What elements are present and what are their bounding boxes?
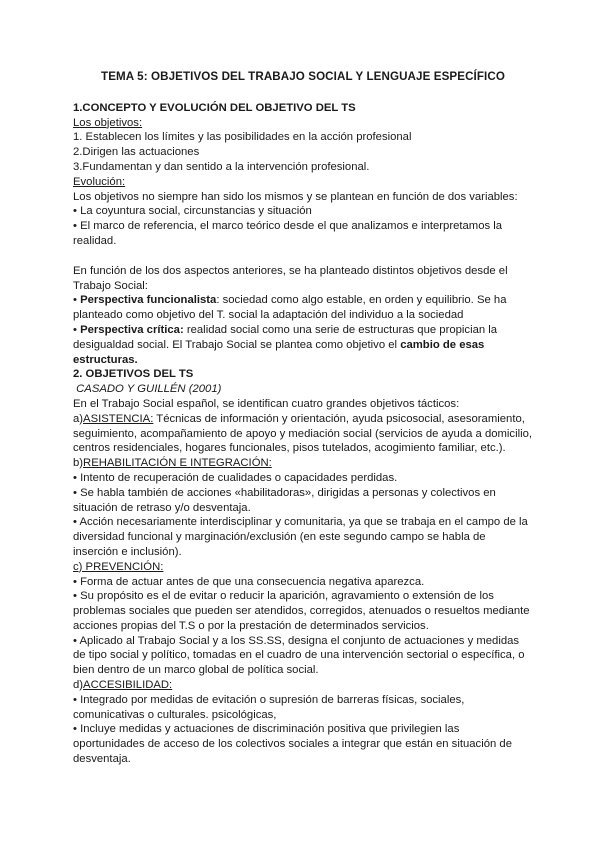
document-content [73,70,533,767]
list-item: • Acción necesariamente interdisciplinar y comunitaria, ya que se trabaja en el campo de la diversidad funcional y marginación/exclusión (en este segundo campo se habla de inserción e inclusión). [73,516,528,558]
list-item: • Integrado por medidas de evitación o supresión de barreras físicas, sociales, comunicativas o culturales. psicológicas, [73,693,465,721]
objective-d-heading: d)ACCESIBILIDAD: [73,679,173,692]
critica-bold-end: cambio de esas estructuras. [73,338,485,366]
evolucion-intro: Los objetivos no siempre han sido los mismos y se plantean en función de dos variables: [73,190,518,203]
list-item: • Su propósito es el de evitar o reducir la aparición, agravamiento o extensión de los problemas sociales que pueden ser atendidos, corregidos, atenuados o resueltos mediante acciones propias del T.S o por la prestación de determinados servicios. [73,590,530,632]
list-item: • Aplicado al Trabajo Social y a los SS.SS, designa el conjunto de actuaciones y medidas de tipo social y político, tomadas en el cuadro de una intervención sectorial o específica, o bien dentro de un marco global de política social. [73,634,525,677]
critica-label: Perspectiva crítica: [80,323,184,336]
objective-a: a)ASISTENCIA: Técnicas de información y orientación, ayuda psicosocial, asesoramiento, seguimiento, acompañamiento de apoyo y mediación social (servicios de ayuda a domicilio, centros residenciales, hogares funcionales, pisos tutelados, acogimiento familiar, etc.). [73,412,533,455]
perspectiva-critica: • Perspectiva crítica: realidad social como una serie de estructuras que propician la desigualdad social. El Trabajo Social se plantea como objetivo el cambio de esas estructuras. [73,323,498,366]
prevencion-label: c) PREVENCIÓN: [73,560,164,573]
objective-b-heading: b)REHABILITACIÓN E INTEGRACIÓN: [73,457,272,470]
variable-item: • La coyuntura social, circunstancias y situación [73,205,312,218]
objetivo-item: 3.Fundamentan y dan sentido a la intervención profesional. [73,160,370,173]
list-item: • Forma de actuar antes de que una consecuencia negativa aparezca. [73,575,425,588]
objetivo-item: 1. Establecen los límites y las posibilidades en la acción profesional [73,131,412,144]
funcionalista-label: Perspectiva funcionalista [80,294,217,307]
list-item: • Incluye medidas y actuaciones de discriminación positiva que privilegien las oportunidades de acceso de los colectivos sociales a integrar que están en situación de desventaja. [73,723,512,766]
page-title: TEMA 5: OBJETIVOS DEL TRABAJO SOCIAL Y LENGUAJE ESPECÍFICO [101,70,505,83]
evolucion-label: Evolución: [73,175,126,188]
rehabilitacion-label: REHABILITACIÓN E INTEGRACIÓN: [83,457,272,470]
funcionalista-text: : sociedad como algo estable, en orden y equilibrio. Se ha planteado como objetivo del T. social la adaptación del individuo a la sociedad [73,294,507,322]
asistencia-label: ASISTENCIA: [83,412,154,425]
paragraph-gap [73,249,533,264]
list-item: • Intento de recuperación de cualidades o capacidades perdidas. [73,471,398,484]
section1-heading: 1.CONCEPTO Y EVOLUCIÓN DEL OBJETIVO DEL TS [73,101,356,114]
objetivos-label: Los objetivos: [73,116,143,129]
accesibilidad-label: ACCESIBILIDAD: [83,679,173,692]
section2-intro: En el Trabajo Social español, se identifican cuatro grandes objetivos tácticos: [73,397,460,410]
asistencia-text: Técnicas de información y orientación, ayuda psicosocial, asesoramiento, seguimiento, acompañamiento de apoyo y mediación social (servicios de ayuda a domicilio, centros residenciales, hogares funcionales, pisos tutelados, acogimiento familiar, etc.). [73,412,533,455]
author-citation: CASADO Y GUILLÉN (2001) [76,383,222,396]
section2-heading: 2. OBJETIVOS DEL TS [73,368,194,381]
variable-item: • El marco de referencia, el marco teórico desde el que analizamos e interpretamos la realidad. [73,220,503,247]
perspectiva-funcionalista: • Perspectiva funcionalista: sociedad como algo estable, en orden y equilibrio. Se ha planteado como objetivo del T. social la adaptación del individuo a la sociedad [73,294,507,322]
list-item: • Se habla también de acciones «habilitadoras», dirigidas a personas y colectivos en situación de retraso y/o desventaja. [73,486,496,514]
objetivo-item: 2.Dirigen las actuaciones [73,146,200,159]
critica-text: realidad social como una serie de estructuras que propician la desigualdad social. El Trabajo Social se plantea como objetivo el [73,323,498,351]
perspectives-paragraph: En función de los dos aspectos anteriores, se ha planteado distintos objetivos desde el Trabajo Social: [73,264,508,292]
